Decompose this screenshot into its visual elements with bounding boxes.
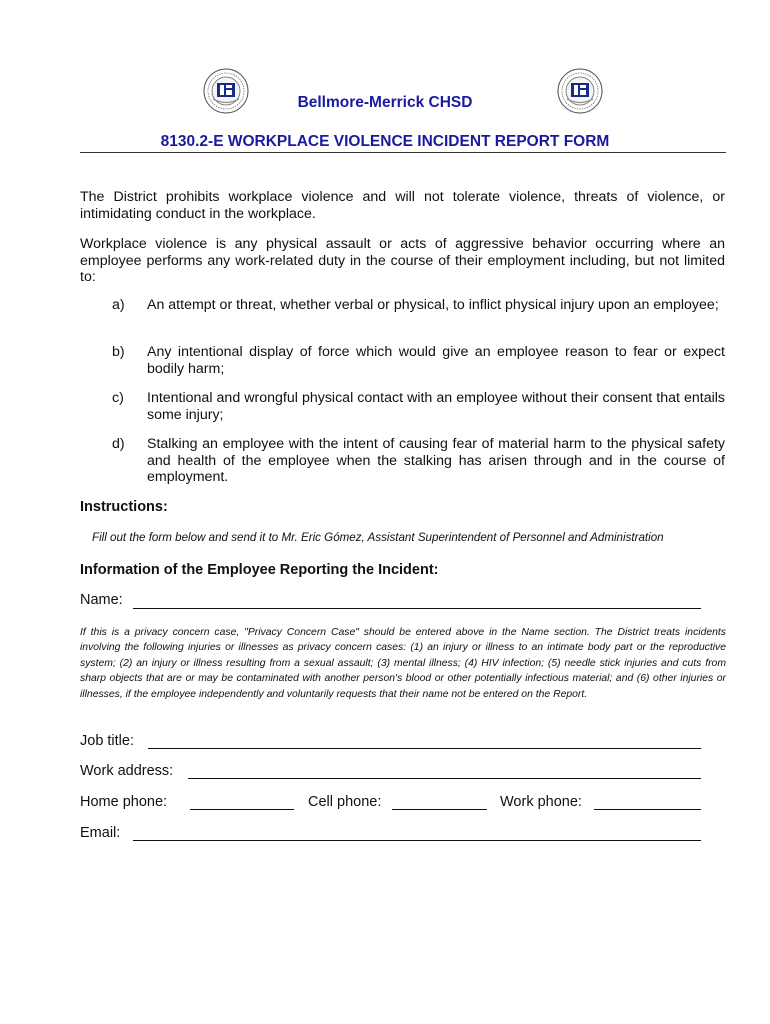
email-field[interactable] xyxy=(133,826,701,841)
list-text: Any intentional display of force which would give an employee reason to fear or expect bodily harm; xyxy=(147,344,725,377)
intro-paragraph-1: The District prohibits workplace violence and will not tolerate violence, threats of violence, or intimidating conduct in the workplace. xyxy=(80,189,725,222)
list-marker: d) xyxy=(112,436,125,452)
title-divider xyxy=(80,152,726,153)
work-phone-label: Work phone: xyxy=(500,794,582,810)
home-phone-label: Home phone: xyxy=(80,794,168,810)
email-label: Email: xyxy=(80,825,121,841)
list-marker: c) xyxy=(112,390,124,406)
instructions-heading: Instructions: xyxy=(80,499,168,515)
name-field[interactable] xyxy=(133,594,701,609)
job-title-field[interactable] xyxy=(148,734,701,749)
cell-phone-label: Cell phone: xyxy=(308,794,382,810)
district-name: Bellmore-Merrick CHSD xyxy=(297,94,473,111)
cell-phone-field[interactable] xyxy=(392,795,487,810)
job-title-label: Job title: xyxy=(80,733,134,749)
list-text: An attempt or threat, whether verbal or physical, to inflict physical injury upon an employee; xyxy=(147,297,719,313)
instructions-text: Fill out the form below and send it to Mr. Eric Gómez, Assistant Superintendent of Personnel and Administration xyxy=(92,531,664,544)
work-address-field[interactable] xyxy=(188,764,701,779)
intro-paragraph-2: Workplace violence is any physical assault or acts of aggressive behavior occurring where an employee performs any work-related duty in the course of their employment including, but not limited to: xyxy=(80,236,725,285)
home-phone-field[interactable] xyxy=(190,795,294,810)
employee-section-heading: Information of the Employee Reporting the Incident: xyxy=(80,562,439,578)
list-marker: a) xyxy=(112,297,125,313)
list-marker: b) xyxy=(112,344,125,360)
list-text: Intentional and wrongful physical contact with an employee without their consent that entails some injury; xyxy=(147,390,725,423)
list-text: Stalking an employee with the intent of causing fear of material harm to the physical safety and health of the employee when the stalking has arisen through and in the course of employment. xyxy=(147,436,725,485)
work-address-label: Work address: xyxy=(80,763,174,779)
work-phone-field[interactable] xyxy=(594,795,701,810)
privacy-note: If this is a privacy concern case, "Privacy Concern Case" should be entered above in the Name section. The District treats incidents involving the following injuries or illnesses as privacy concern cases: (1) an injury or illness to an intimate body part or the reproductive system; (2) an injury or illness resulting from a sexual assault; (3) mental illness; (4) HIV infection; (5) needle stick injuries and cuts from sharp objects that are or may be contaminated with another person's blood or other potentially infectious material; and (6) other injuries or illnesses, if the employee independently and voluntarily requests that their name not be entered on the Report. xyxy=(80,627,726,700)
form-title: 8130.2-E WORKPLACE VIOLENCE INCIDENT REPORT FORM xyxy=(160,133,610,150)
name-label: Name: xyxy=(80,592,123,608)
